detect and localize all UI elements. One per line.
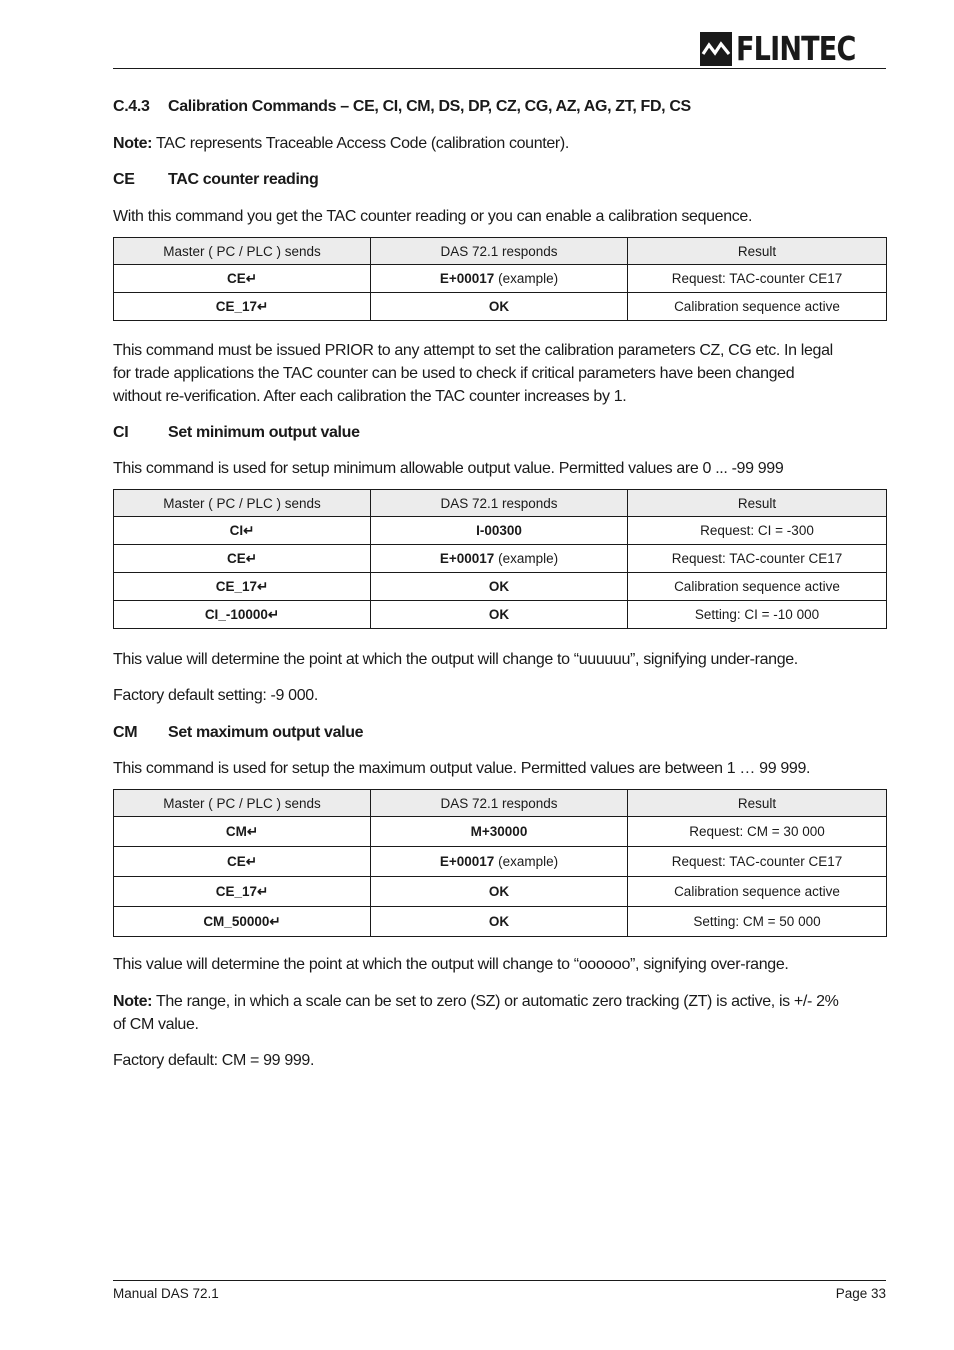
table-header-row bbox=[114, 490, 887, 517]
table-row bbox=[114, 545, 887, 573]
cell-result: Calibration sequence active bbox=[628, 877, 887, 907]
note-tac bbox=[113, 132, 886, 155]
cell-responds: OK bbox=[371, 293, 628, 321]
cell-responds: E+00017 (example) bbox=[371, 847, 628, 877]
cm-intro: This command is used for setup the maximum output value. Permitted values are between 1 … 99 999. bbox=[113, 760, 811, 777]
cell-sends: CE↵ bbox=[114, 265, 371, 293]
cell-result: Setting: CM = 50 000 bbox=[628, 907, 887, 937]
wave-icon bbox=[700, 32, 732, 66]
table-row bbox=[114, 293, 887, 321]
ce-table bbox=[113, 237, 887, 321]
footer-manual-title: Manual DAS 72.1 bbox=[113, 1286, 219, 1301]
cell-responds: OK bbox=[371, 601, 628, 629]
note-label: Note: bbox=[113, 135, 153, 152]
col-sends-header: Master ( PC / PLC ) sends bbox=[114, 790, 371, 817]
table-row bbox=[114, 817, 887, 847]
col-responds-header: DAS 72.1 responds bbox=[371, 790, 628, 817]
cell-result: Request: TAC-counter CE17 bbox=[628, 847, 887, 877]
table-row bbox=[114, 907, 887, 937]
col-result-header: Result bbox=[628, 490, 887, 517]
table-row bbox=[114, 573, 887, 601]
ce-heading bbox=[113, 168, 886, 191]
cell-sends: CE↵ bbox=[114, 847, 371, 877]
ce-title: TAC counter reading bbox=[168, 171, 319, 188]
cm-heading bbox=[113, 721, 886, 744]
col-sends-header: Master ( PC / PLC ) sends bbox=[114, 490, 371, 517]
cell-sends: CE↵ bbox=[114, 545, 371, 573]
cell-result: Request: CM = 30 000 bbox=[628, 817, 887, 847]
cell-sends: CE_17↵ bbox=[114, 877, 371, 907]
cm-title: Set maximum output value bbox=[168, 724, 364, 741]
cell-result: Setting: CI = -10 000 bbox=[628, 601, 887, 629]
table-header-row bbox=[114, 238, 887, 265]
table-row bbox=[114, 517, 887, 545]
ce-paragraph bbox=[113, 339, 886, 408]
cell-responds: OK bbox=[371, 907, 628, 937]
note-label: Note: bbox=[113, 993, 153, 1010]
section-number: C.4.3 bbox=[113, 98, 150, 115]
cell-result: Request: TAC-counter CE17 bbox=[628, 545, 887, 573]
cell-result: Calibration sequence active bbox=[628, 573, 887, 601]
cell-responds: E+00017 (example) bbox=[371, 265, 628, 293]
cm-table bbox=[113, 789, 887, 937]
header-rule bbox=[113, 68, 886, 69]
cell-sends: CE_17↵ bbox=[114, 573, 371, 601]
table-row bbox=[114, 847, 887, 877]
table-row bbox=[114, 265, 887, 293]
cm-default: Factory default: CM = 99 999. bbox=[113, 1052, 315, 1069]
ci-title: Set minimum output value bbox=[168, 424, 360, 441]
cell-sends: CM_50000↵ bbox=[114, 907, 371, 937]
table-row bbox=[114, 601, 887, 629]
footer-rule bbox=[113, 1280, 886, 1281]
paragraph-line: for trade applications the TAC counter can be used to check if critical parameters have been changed bbox=[113, 365, 795, 382]
note-line: Note: The range, in which a scale can be set to zero (SZ) or automatic zero tracking (ZT) is active, is +/- 2% bbox=[113, 993, 839, 1010]
ce-code: CE bbox=[113, 171, 135, 188]
logo-text: FLINTEC bbox=[736, 29, 856, 68]
ci-code: CI bbox=[113, 424, 129, 441]
cm-code: CM bbox=[113, 724, 138, 741]
cell-sends: CE_17↵ bbox=[114, 293, 371, 321]
cell-sends: CM↵ bbox=[114, 817, 371, 847]
ci-after: This value will determine the point at which the output will change to “uuuuuu”, signifying under-range. bbox=[113, 651, 798, 668]
ci-default: Factory default setting: -9 000. bbox=[113, 687, 318, 704]
table-row bbox=[114, 877, 887, 907]
section-title: Calibration Commands – CE, CI, CM, DS, DP, CZ, CG, AZ, AG, ZT, FD, CS bbox=[168, 98, 691, 115]
cell-result: Request: CI = -300 bbox=[628, 517, 887, 545]
cell-responds: OK bbox=[371, 877, 628, 907]
paragraph-line: without re-verification. After each calibration the TAC counter increases by 1. bbox=[113, 388, 627, 405]
col-sends-header: Master ( PC / PLC ) sends bbox=[114, 238, 371, 265]
ci-table bbox=[113, 489, 887, 629]
cm-after: This value will determine the point at which the output will change to “oooooo”, signifying over-range. bbox=[113, 956, 789, 973]
cell-responds: I-00300 bbox=[371, 517, 628, 545]
cell-result: Calibration sequence active bbox=[628, 293, 887, 321]
cell-sends: CI↵ bbox=[114, 517, 371, 545]
note-text: TAC represents Traceable Access Code (calibration counter). bbox=[152, 135, 569, 152]
cell-responds: OK bbox=[371, 573, 628, 601]
footer-page-number: Page 33 bbox=[835, 1286, 886, 1301]
cell-result: Request: TAC-counter CE17 bbox=[628, 265, 887, 293]
flintec-logo bbox=[700, 29, 886, 68]
table-header-row bbox=[114, 790, 887, 817]
col-result-header: Result bbox=[628, 790, 887, 817]
cell-sends: CI_-10000↵ bbox=[114, 601, 371, 629]
col-result-header: Result bbox=[628, 238, 887, 265]
cm-note bbox=[113, 990, 886, 1036]
note-line: of CM value. bbox=[113, 1016, 199, 1033]
ce-intro: With this command you get the TAC counter reading or you can enable a calibration sequence. bbox=[113, 208, 753, 225]
paragraph-line: This command must be issued PRIOR to any attempt to set the calibration parameters CZ, CG etc. In legal bbox=[113, 342, 833, 359]
cell-responds: E+00017 (example) bbox=[371, 545, 628, 573]
ci-intro: This command is used for setup minimum allowable output value. Permitted values are 0 ... -99 999 bbox=[113, 460, 784, 477]
cell-responds: M+30000 bbox=[371, 817, 628, 847]
ci-heading bbox=[113, 421, 886, 444]
col-responds-header: DAS 72.1 responds bbox=[371, 238, 628, 265]
section-heading bbox=[113, 95, 886, 118]
col-responds-header: DAS 72.1 responds bbox=[371, 490, 628, 517]
